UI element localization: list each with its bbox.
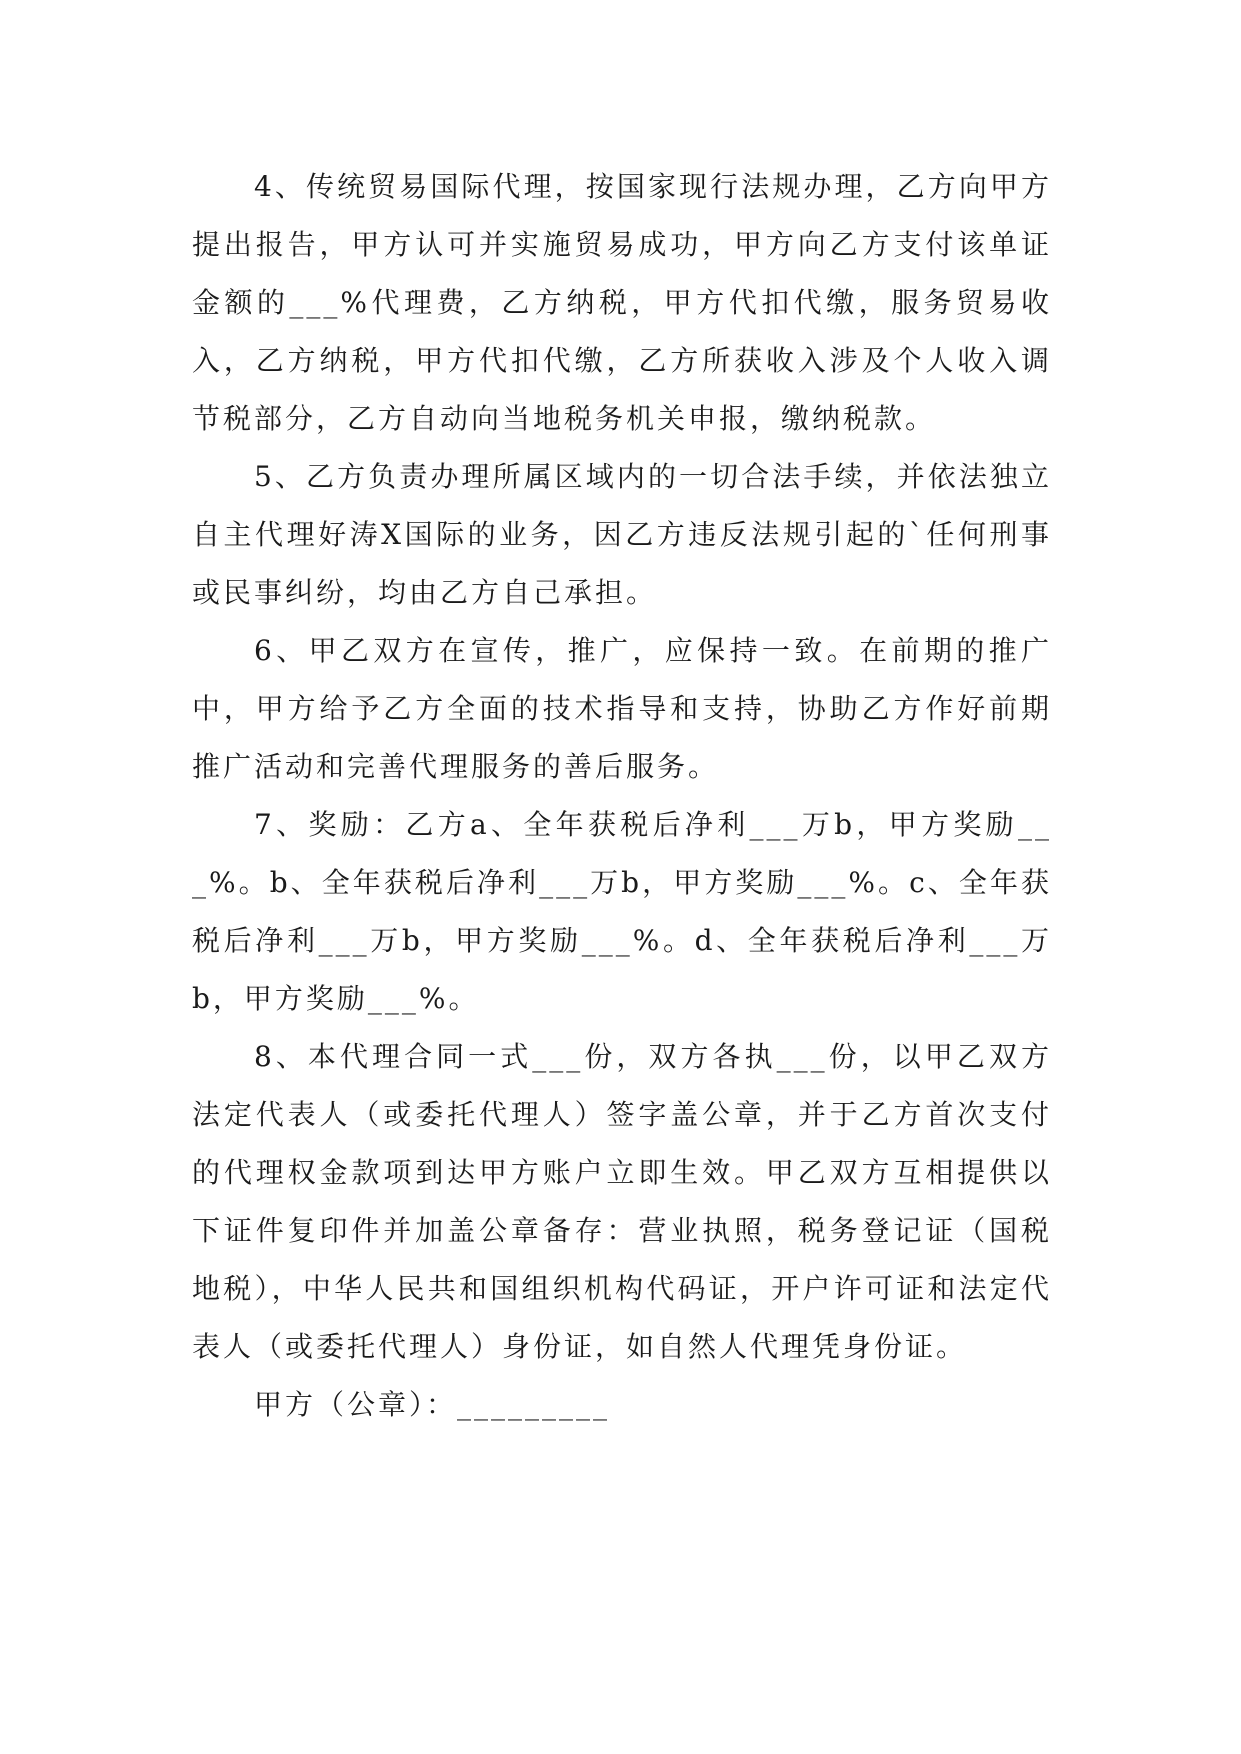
clause-5: 5、乙方负责办理所属区域内的一切合法手续，并依法独立自主代理好涛X国际的业务，因乙方违反法规引起的`任何刑事或民事纠纷，均由乙方自己承担。	[192, 460, 1052, 609]
party-a-seal-line: 甲方（公章）：_________	[254, 1388, 611, 1421]
clause-8: 8、本代理合同一式___份，双方各执___份，以甲乙双方法定代表人（或委托代理人）签字盖公章，并于乙方首次支付的代理权金款项到达甲方账户立即生效。甲乙双方互相提供以下证件复印件并加盖公章备存：营业执照，税务登记证（国税地税），中华人民共和国组织机构代码证，开户许可证和法定代表人（或委托代理人）身份证，如自然人代理凭身份证。	[192, 1040, 1052, 1363]
clause-6: 6、甲乙双方在宣传，推广，应保持一致。在前期的推广中，甲方给予乙方全面的技术指导和支持，协助乙方作好前期推广活动和完善代理服务的善后服务。	[192, 634, 1052, 783]
clause-4: 4、传统贸易国际代理，按国家现行法规办理，乙方向甲方提出报告，甲方认可并实施贸易成功，甲方向乙方支付该单证金额的___%代理费，乙方纳税，甲方代扣代缴，服务贸易收入，乙方纳税，甲方代扣代缴，乙方所获收入涉及个人收入调节税部分，乙方自动向当地税务机关申报，缴纳税款。	[192, 170, 1052, 435]
document-body	[192, 158, 1052, 1434]
clause-7: 7、奖励：乙方a、全年获税后净利___万b，甲方奖励___%。b、全年获税后净利___万b，甲方奖励___%。c、全年获税后净利___万b，甲方奖励___%。d、全年获税后净利___万b，甲方奖励___%。	[192, 808, 1052, 1015]
